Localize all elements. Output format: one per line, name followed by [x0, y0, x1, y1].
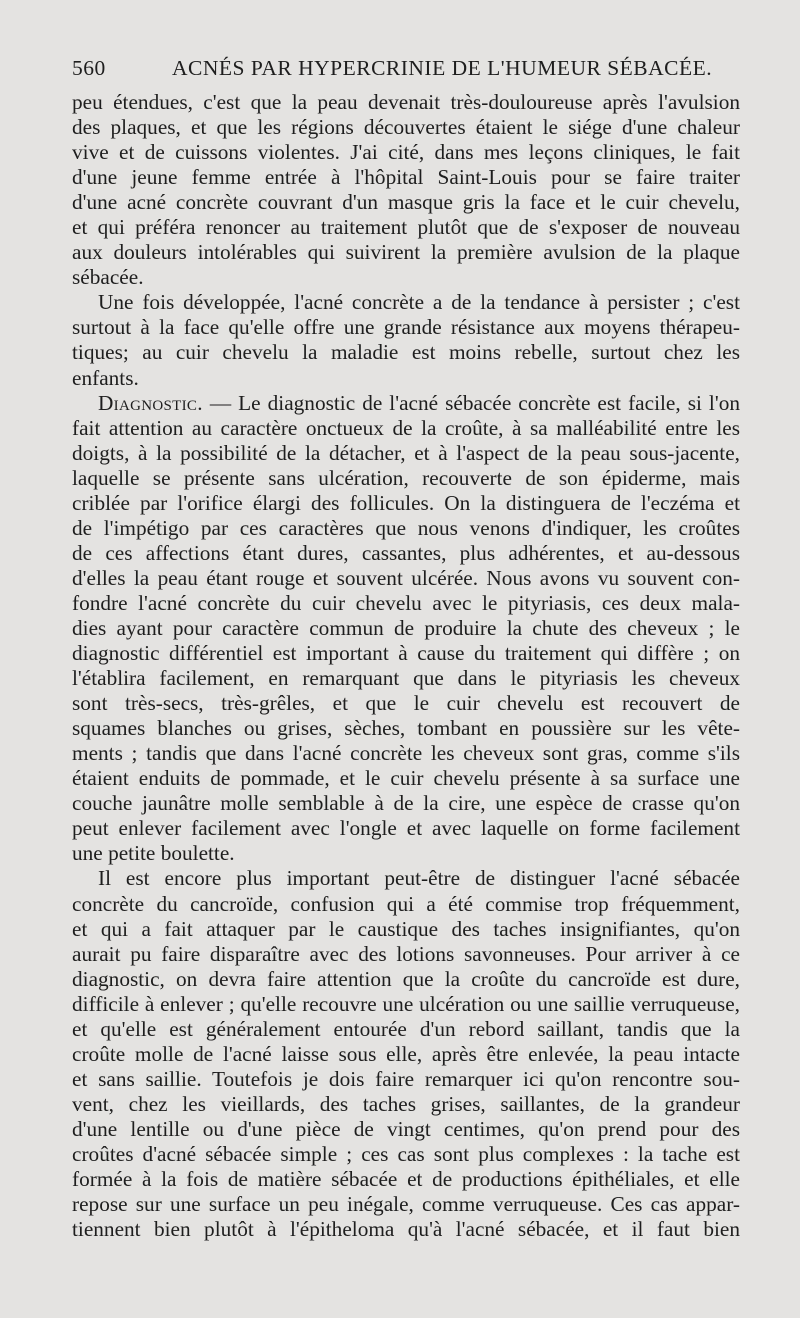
- text-line: et sans saillie. Toutefois je dois faire remarquer ici qu'on rencontre sou-: [72, 1066, 740, 1091]
- diagnostic-paragraph-first-line: [72, 391, 740, 416]
- text-line: d'une jeune femme entrée à l'hôpital Saint-Louis pour se faire traiter: [72, 165, 740, 190]
- text-line: et qu'elle est généralement entourée d'un rebord saillant, tandis que la: [72, 1016, 740, 1041]
- text-line: formée à la fois de matière sébacée et de productions épithéliales, et elle: [72, 1167, 740, 1192]
- page-header: [72, 56, 738, 86]
- text-line: sont très-secs, très-grêles, et que le cuir chevelu est recouvert de: [72, 691, 740, 716]
- text-line: criblée par l'orifice élargi des follicules. On la distinguera de l'eczéma et: [72, 490, 740, 515]
- text-line: aurait pu faire disparaître avec des lotions savonneuses. Pour arriver à ce: [72, 941, 740, 966]
- text-line: squames blanches ou grises, sèches, tombant en poussière sur les vête-: [72, 716, 740, 741]
- text-line: ments ; tandis que dans l'acné concrète les cheveux sont gras, comme s'ils: [72, 741, 740, 766]
- text-line: vive et de cuissons violentes. J'ai cité, dans mes leçons cliniques, le fait: [72, 140, 740, 165]
- text-line: l'établira facilement, en remarquant que dans le pityriasis les cheveux: [72, 666, 740, 691]
- text-line: et qui préféra renoncer au traitement plutôt que de s'exposer de nouveau: [72, 215, 740, 240]
- page-number: 560: [72, 56, 106, 80]
- text-line: de l'impétigo par ces caractères que nous venons d'indiquer, les croûtes: [72, 515, 740, 540]
- text-line: tiques; au cuir chevelu la maladie est moins rebelle, surtout chez les: [72, 340, 740, 365]
- text-line: dies ayant pour caractère commun de produire la chute des cheveux ; le: [72, 615, 740, 640]
- text-line: couche jaunâtre molle semblable à de la cire, une espèce de crasse qu'on: [72, 791, 740, 816]
- text-line: fondre l'acné concrète du cuir chevelu avec le pityriasis, ces deux mala-: [72, 590, 740, 615]
- text-line: de ces affections étant dures, cassantes, plus adhérentes, et au-dessous: [72, 540, 740, 565]
- text-line: tiennent bien plutôt à l'épitheloma qu'à l'acné sébacée, et il faut bien: [72, 1217, 740, 1242]
- text-line: d'une acné concrète couvrant d'un masque gris la face et le cuir chevelu,: [72, 190, 740, 215]
- text-line: croûtes d'acné sébacée simple ; ces cas sont plus complexes : la tache est: [72, 1141, 740, 1166]
- text-line: repose sur une surface un peu inégale, comme verruqueuse. Ces cas appar-: [72, 1192, 740, 1217]
- text-line: diagnostic différentiel est important à cause du traitement qui diffère ; on: [72, 641, 740, 666]
- text-line: — Le diagnostic de l'acné sébacée concrète est facile, si l'on: [209, 390, 740, 415]
- text-line: aux douleurs intolérables qui suivirent la première avulsion de la plaque: [72, 240, 740, 265]
- text-line: surtout à la face qu'elle offre une grande résistance aux moyens thérapeu-: [72, 315, 740, 340]
- text-line: une petite boulette.: [72, 841, 235, 866]
- text-line: laquelle se présente sans ulcération, recouverte de son épiderme, mais: [72, 465, 740, 490]
- text-line: croûte molle de l'acné laisse sous elle, après être enlevée, la peau intacte: [72, 1041, 740, 1066]
- text-line: d'une lentille ou d'une pièce de vingt centimes, qu'on prend pour des: [72, 1116, 740, 1141]
- text-line: concrète du cancroïde, confusion qui a été commise trop fréquemment,: [72, 891, 740, 916]
- text-line: Il est encore plus important peut-être de distinguer l'acné sébacée: [98, 866, 740, 891]
- text-line: des plaques, et que les régions découvertes étaient le siége d'une chaleur: [72, 115, 740, 140]
- text-line: sébacée.: [72, 265, 144, 290]
- text-line: peu étendues, c'est que la peau devenait très-douloureuse après l'avulsion: [72, 90, 740, 114]
- running-title: ACNÉS PAR HYPERCRINIE DE L'HUMEUR SÉBACÉE.: [172, 56, 713, 80]
- text-line: difficile à enlever ; qu'elle recouvre une ulcération ou une saillie verruqueuse,: [72, 991, 740, 1016]
- section-heading: Diagnostic.: [98, 390, 203, 415]
- text-line: et qui a fait attaquer par le caustique des taches insignifiantes, qu'on: [72, 916, 740, 941]
- text-line: peut enlever facilement avec l'ongle et avec laquelle on forme facilement: [72, 816, 740, 841]
- text-line: diagnostic, on devra faire attention que la croûte du cancroïde est dure,: [72, 966, 740, 991]
- text-line: fait attention au caractère onctueux de la croûte, à sa malléabilité entre les: [72, 415, 740, 440]
- text-line: enfants.: [72, 365, 139, 390]
- text-line: étaient enduits de pommade, et le cuir chevelu présente à sa surface une: [72, 766, 740, 791]
- text-line: vent, chez les vieillards, des taches grises, saillantes, de la grandeur: [72, 1091, 740, 1116]
- text-line: Une fois développée, l'acné concrète a de la tendance à persister ; c'est: [98, 290, 740, 315]
- body-text: [72, 90, 740, 1242]
- text-line: doigts, à la possibilité de la détacher, et à l'aspect de la peau sous-jacente,: [72, 440, 740, 465]
- text-line: d'elles la peau étant rouge et souvent ulcérée. Nous avons vu souvent con-: [72, 565, 740, 590]
